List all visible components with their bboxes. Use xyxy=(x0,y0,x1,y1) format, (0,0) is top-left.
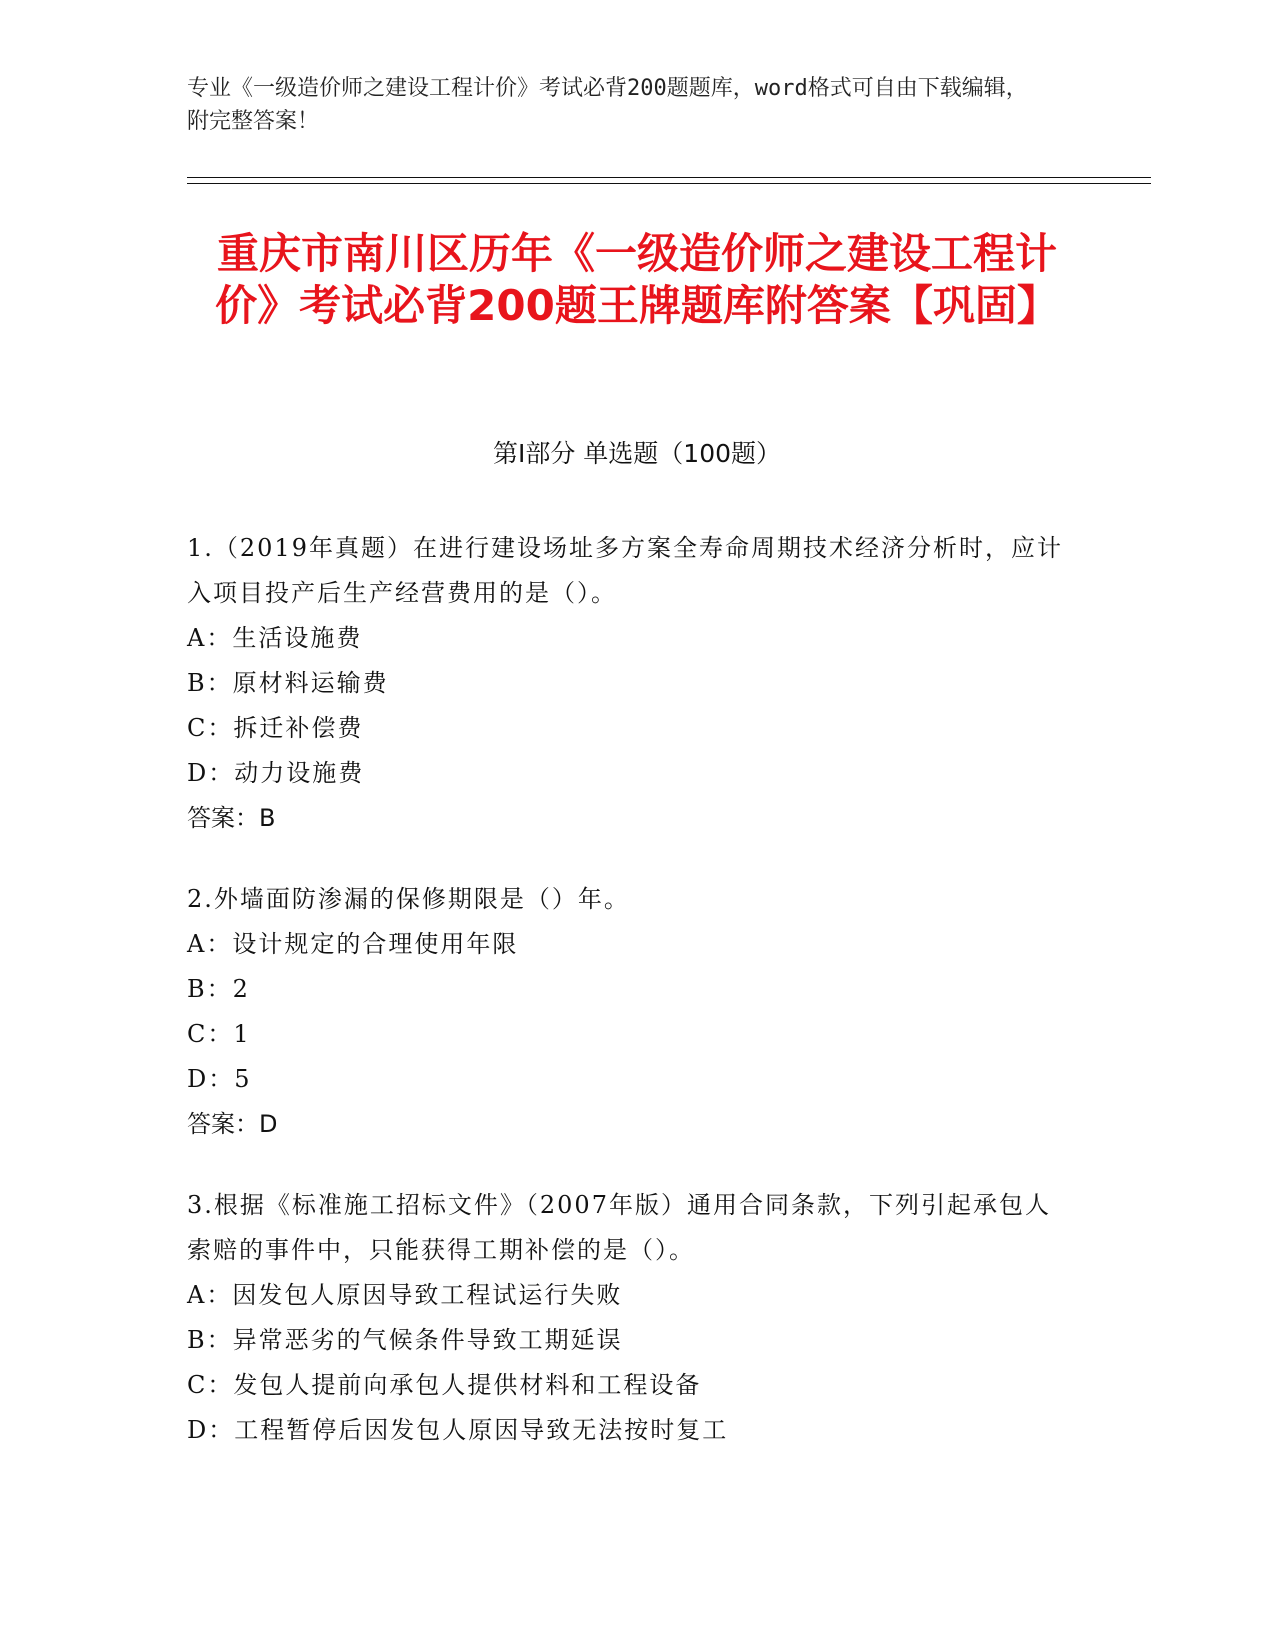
answer: 答案：B xyxy=(187,804,276,832)
question-stem: 1.（2019年真题）在进行建设场址多方案全寿命周期技术经济分析时，应计入项目投产后生产经营费用的是（）。 xyxy=(187,534,1063,607)
option-c: C：1 xyxy=(187,1020,251,1048)
option-a: A：设计规定的合理使用年限 xyxy=(187,930,519,958)
question-2 xyxy=(187,877,1067,1147)
question-stem: 3.根据《标准施工招标文件》（2007年版）通用合同条款，下列引起承包人索赔的事件中，只能获得工期补偿的是（）。 xyxy=(187,1191,1051,1264)
option-c: C：拆迁补偿费 xyxy=(187,714,364,742)
header-note: 专业《一级造价师之建设工程计价》考试必背200题题库，word格式可自由下载编辑，附完整答案！ xyxy=(187,76,1028,134)
option-c: C：发包人提前向承包人提供材料和工程设备 xyxy=(187,1371,702,1399)
question-list xyxy=(187,526,1067,1489)
option-b: B：2 xyxy=(187,975,250,1003)
header-divider-top xyxy=(187,177,1151,178)
header-divider-bottom xyxy=(187,183,1151,184)
answer: 答案：D xyxy=(187,1110,278,1138)
option-d: D：动力设施费 xyxy=(187,759,365,787)
question-1 xyxy=(187,526,1067,841)
option-a: A：因发包人原因导致工程试运行失败 xyxy=(187,1281,623,1309)
option-b: B：异常恶劣的气候条件导致工期延误 xyxy=(187,1326,623,1354)
option-d: D：5 xyxy=(187,1065,252,1093)
section-heading: 第I部分 单选题（100题） xyxy=(492,439,782,468)
option-d: D：工程暂停后因发包人原因导致无法按时复工 xyxy=(187,1416,729,1444)
option-b: B：原材料运输费 xyxy=(187,669,389,697)
document-title: 重庆市南川区历年《一级造价师之建设工程计价》考试必背200题王牌题库附答案【巩固】 xyxy=(215,229,1059,330)
option-a: A：生活设施费 xyxy=(187,624,363,652)
question-3 xyxy=(187,1183,1067,1453)
question-stem: 2.外墙面防渗漏的保修期限是（）年。 xyxy=(187,885,630,913)
